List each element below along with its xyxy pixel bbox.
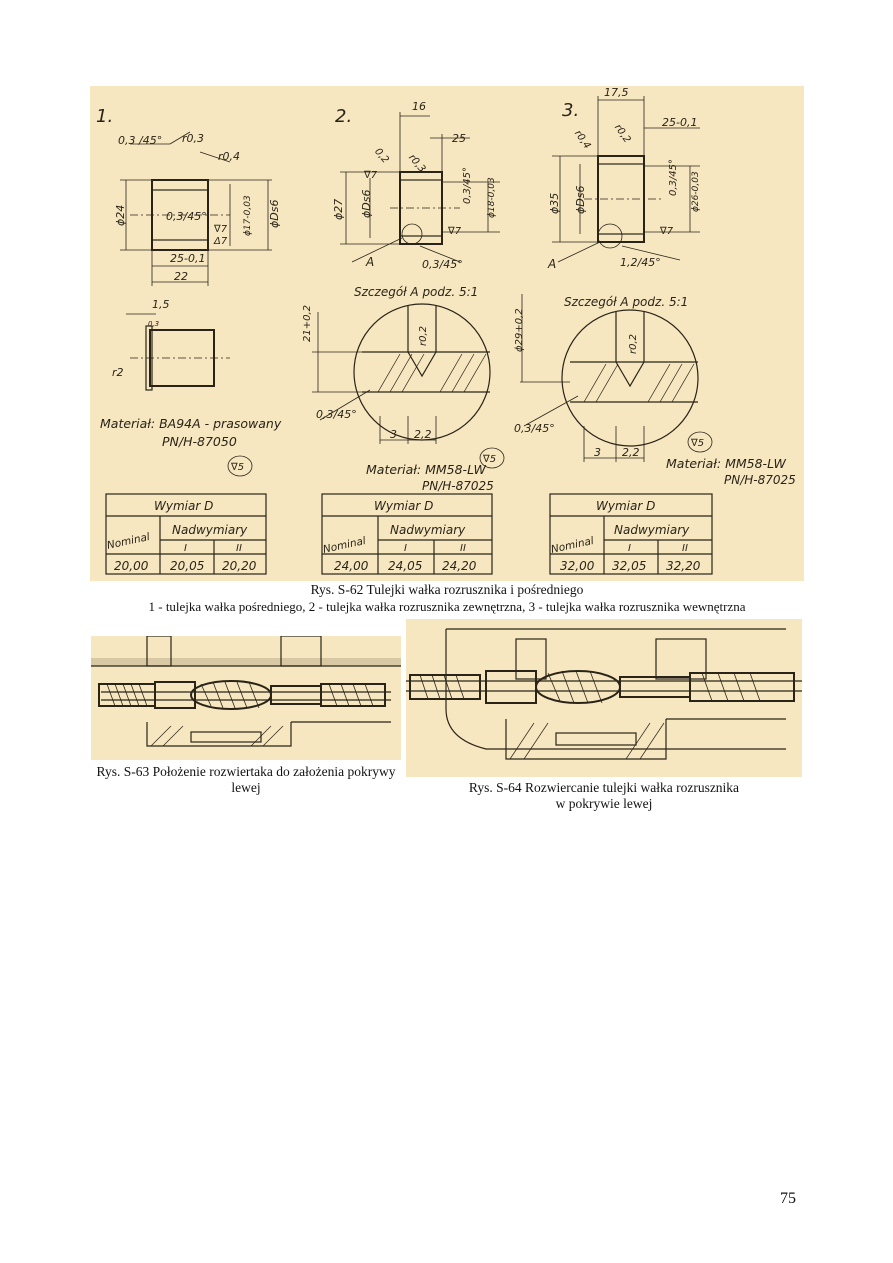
p1-dim-d17: ϕ17-0,03 <box>243 195 253 236</box>
p2-table-c2: II <box>460 543 466 554</box>
p2-detail-marker: A <box>366 255 375 269</box>
p1-finish: ∇5 <box>231 462 245 473</box>
p1-table-v1: 20,05 <box>170 559 205 573</box>
p3-detail-dim-d29: ϕ29+0,2 <box>514 308 525 352</box>
p2-dim-dds6: ϕDs6 <box>360 189 373 218</box>
part3-detail-circle <box>520 294 698 462</box>
p1-dim-dds6: ϕDs6 <box>268 199 281 228</box>
p2-detail-dim-chamfer: 0,3/45° <box>316 408 357 421</box>
p1-dim-finish7: ∇7 <box>214 224 228 235</box>
p3-dim-chamfer: 0,3/45° <box>668 159 679 196</box>
p3-dim-r04: r0,4 <box>571 128 593 152</box>
p2-finish: ∇5 <box>483 454 497 465</box>
p2-dim-finish7b: ∇7 <box>448 226 462 237</box>
p3-dim-d26: ϕ26-0,03 <box>691 171 701 212</box>
part2-detail-circle <box>312 304 490 444</box>
p3-detail-dim-22: 2,2 <box>622 446 640 459</box>
p2-table-over: Nadwymiary <box>390 523 466 537</box>
p1-dim-r04: r0,4 <box>218 150 241 163</box>
p2-detail-dim-r02: r0,2 <box>418 325 429 346</box>
p2-dim-chamfer: 0,3/45° <box>462 167 473 204</box>
p3-dim-chamfer2: 1,2/45° <box>620 256 661 269</box>
p1-dim-r03: r0,3 <box>182 132 205 145</box>
p2-table-v1: 24,05 <box>388 559 423 573</box>
caption-s62-legend: 1 - tulejka wałka pośredniego, 2 - tulejka wałka rozrusznika zewnętrzna, 3 - tulejka wałka rozrusznika wewnętrzna <box>148 599 746 614</box>
p3-dim-finish7: ∇7 <box>660 226 674 237</box>
p1-dim-delta7: Δ7 <box>214 236 228 247</box>
p1-table-c1: I <box>184 543 187 554</box>
p1-dim-chamfer: 0,3 /45° <box>118 134 163 147</box>
p1-table-v0: 20,00 <box>114 559 149 573</box>
part-number-1: 1. <box>96 106 114 127</box>
p2-dim-d27: ϕ27 <box>332 198 345 220</box>
p1-material: Materiał: BA94A - prasowany <box>100 416 282 431</box>
p2-dim-r03: r0,3 <box>406 152 428 175</box>
p3-material: Materiał: MM58-LW <box>666 456 786 471</box>
p2-table-nominal: Nominal <box>321 535 367 556</box>
p2-detail-title: Szczegół A podz. 5:1 <box>354 285 479 299</box>
p1-dim-r2: r2 <box>112 366 124 379</box>
p2-detail-dim-22: 2,2 <box>414 428 432 441</box>
p2-dim-25: 25 <box>452 132 466 145</box>
p3-table-c1: I <box>628 543 631 554</box>
part-number-2: 2. <box>335 106 353 127</box>
p1-dim-03: 0,3 <box>148 320 160 328</box>
caption-s62-title: Rys. S-62 Tulejki wałka rozrusznika i pośredniego <box>310 582 584 597</box>
p2-table-v0: 24,00 <box>334 559 369 573</box>
p3-dim-175: 17,5 <box>604 86 629 99</box>
p1-dim-22: 22 <box>174 270 188 283</box>
p2-dim-finish7a: ∇7 <box>364 170 378 181</box>
p2-detail-dim-21: 21+0,2 <box>302 304 313 342</box>
p3-dim-dds6: ϕDs6 <box>574 185 587 214</box>
figure-s62-drawing <box>90 86 804 581</box>
p2-table-title: Wymiar D <box>374 499 434 513</box>
p2-detail-dim-3: 3 <box>390 428 397 441</box>
p3-table-v0: 32,00 <box>560 559 595 573</box>
p3-detail-marker: A <box>548 257 557 271</box>
part-number-3: 3. <box>562 100 580 121</box>
p3-detail-dim-3: 3 <box>594 446 601 459</box>
p3-dim-d35: ϕ35 <box>548 192 561 214</box>
p1-dim-d24: ϕ24 <box>114 204 127 226</box>
figure-s64-drawing <box>406 619 802 777</box>
page-number: 75 <box>780 1190 796 1207</box>
part1-side-view <box>126 314 230 390</box>
p3-table-v2: 32,20 <box>666 559 701 573</box>
part2-bushing-drawing <box>340 112 500 262</box>
p1-table-nominal: Nominal <box>105 531 151 552</box>
p3-table-nominal: Nominal <box>549 535 595 556</box>
p1-dim-15: 1,5 <box>152 298 170 311</box>
p3-detail-dim-r02: r0,2 <box>628 333 639 354</box>
p3-detail-title: Szczegół A podz. 5:1 <box>564 295 689 309</box>
p3-detail-dim-chamfer: 0,3/45° <box>514 422 555 435</box>
p3-table-over: Nadwymiary <box>614 523 690 537</box>
p3-table-title: Wymiar D <box>596 499 656 513</box>
p3-table-v1: 32,05 <box>612 559 647 573</box>
p3-finish: ∇5 <box>691 438 705 449</box>
p2-table-v2: 24,20 <box>442 559 477 573</box>
figure-s63-drawing <box>91 636 401 760</box>
p1-norm: PN/H-87050 <box>162 434 237 449</box>
p1-table-c2: II <box>236 543 242 554</box>
p3-norm: PN/H-87025 <box>724 473 796 487</box>
p1-table-v2: 20,20 <box>222 559 257 573</box>
p2-norm: PN/H-87025 <box>422 479 494 493</box>
p2-dim-chamfer2: 0,3/45° <box>422 258 463 271</box>
p2-dim-d18: ϕ18-0,03 <box>487 177 497 218</box>
caption-s63: Rys. S-63 Położenie rozwiertaka do założenia pokrywy lewej <box>96 764 396 795</box>
caption-s64: Rys. S-64 Rozwiercanie tulejki wałka rozrusznika w pokrywie lewej <box>468 780 740 811</box>
p2-dim-16: 16 <box>412 100 426 113</box>
p2-dim-02: 0,2 <box>372 146 391 166</box>
p2-material: Materiał: MM58-LW <box>366 462 486 477</box>
p3-table-c2: II <box>682 543 688 554</box>
p1-table-title: Wymiar D <box>154 499 214 513</box>
p1-dim-inner-chamfer: 0,3/45° <box>166 210 207 223</box>
p1-table-over: Nadwymiary <box>172 523 248 537</box>
p2-table-c1: I <box>404 543 407 554</box>
p1-dim-25: 25-0,1 <box>170 252 206 265</box>
p3-dim-25: 25-0,1 <box>662 116 698 129</box>
p3-dim-r02: r0,2 <box>611 122 633 146</box>
